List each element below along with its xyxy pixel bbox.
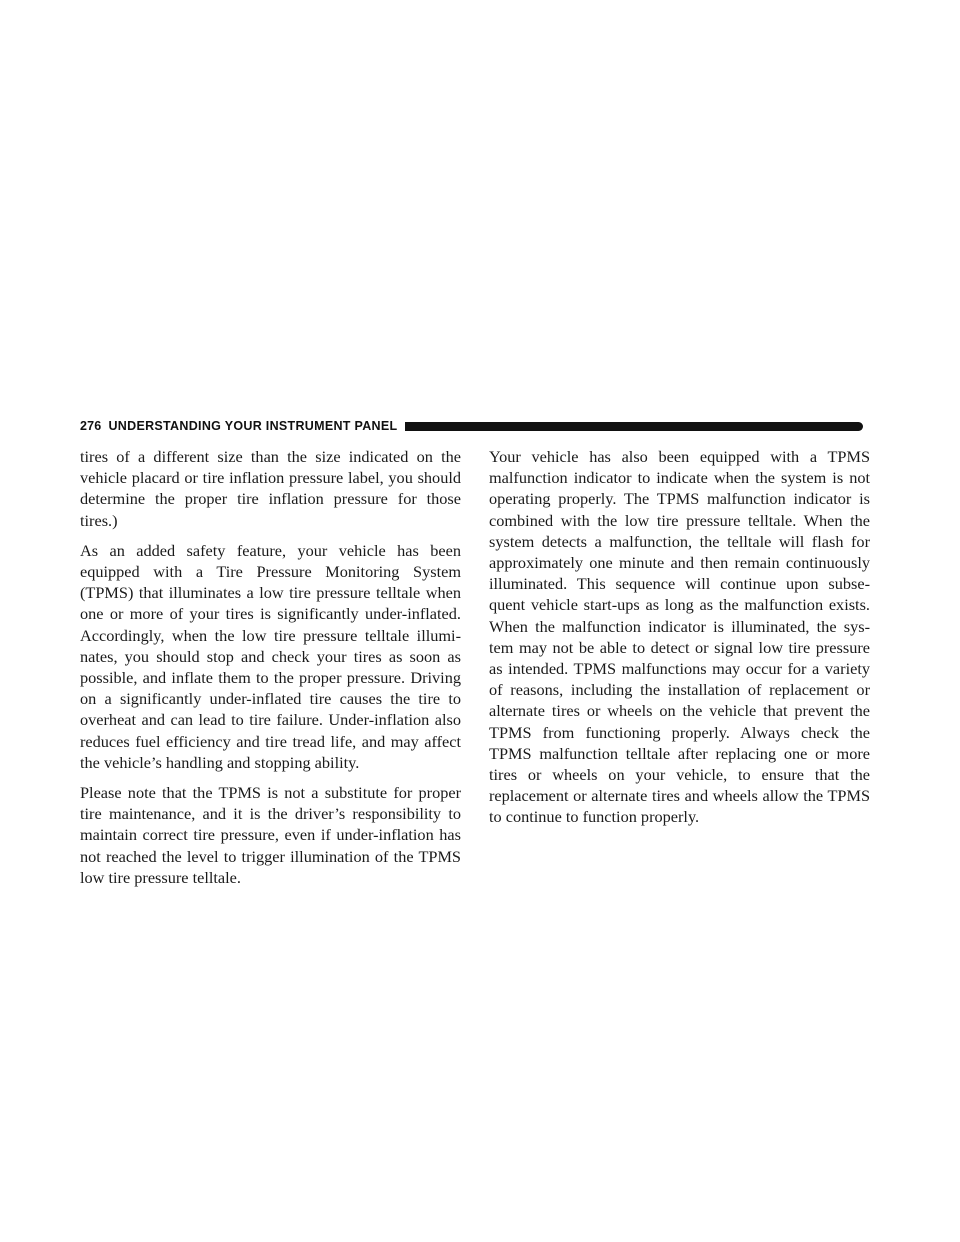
right-column bbox=[489, 446, 870, 837]
paragraph: As an added safety feature, your vehicle has been equipped with a Tire Pressure Monitoring System (TPMS) that illuminates a low tire pressure telltale when one or more of your tires is significantly under-inflated. Accordingly, when the low tire pressure telltale illumi-nates, you should stop and check your tires as soon as possible, and inflate them to the proper pressure. Driving on a significantly under-inflated tire causes the tire to overheat and can lead to tire failure. Under-inflation also reduces fuel efficiency and tire tread life, and may affect the vehicle’s handling and stopping ability. bbox=[80, 540, 461, 772]
paragraph: tires of a different size than the size indicated on the vehicle placard or tire inflation pressure label, you should determine the proper tire inflation pressure for those tires.) bbox=[80, 447, 461, 530]
page-header bbox=[80, 419, 863, 433]
paragraph: Your vehicle has also been equipped with a TPMS malfunction indicator to indicate when the system is not operating properly. The TPMS malfunction indicator is combined with the low tire pressure telltale. When the system detects a malfunction, the telltale will flash for approximately one minute and then remain continuously illuminated. This sequence will continue upon subse-quent vehicle start-ups as long as the malfunction exists. When the malfunction indicator is illuminated, the sys-tem may not be able to detect or signal low tire pressure as intended. TPMS malfunctions may occur for a variety of reasons, including the installation of replacement or alternate tires or wheels on the vehicle that prevent the TPMS from functioning properly. Always check the TPMS malfunction telltale after replacing one or more tires or wheels on your vehicle, to ensure that the replacement or alternate tires and wheels allow the TPMS to continue to function properly. bbox=[489, 447, 870, 827]
header-rule bbox=[405, 422, 863, 431]
section-title: UNDERSTANDING YOUR INSTRUMENT PANEL bbox=[108, 419, 398, 433]
paragraph: Please note that the TPMS is not a substitute for proper tire maintenance, and it is the driver’s responsibility to maintain correct tire pressure, even if under-inflation has not reached the level to trigger illumination of the TPMS low tire pressure telltale. bbox=[80, 783, 461, 887]
page-number: 276 bbox=[80, 419, 102, 433]
left-column bbox=[80, 446, 461, 897]
